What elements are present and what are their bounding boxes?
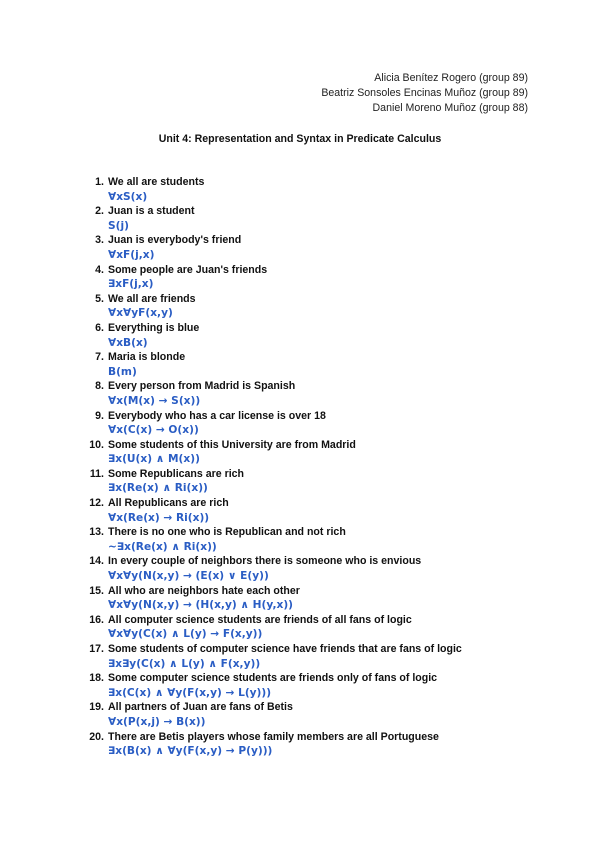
author-block [321,71,528,115]
exercise-number: 2. [95,205,104,218]
exercise-item [86,409,462,438]
exercise-formula: ∃x(U(x) ∧ M(x)) [108,453,200,466]
exercise-number: 6. [95,321,104,334]
exercise-formula: ~∃x(Re(x) ∧ Ri(x)) [108,540,217,553]
exercise-number: 12. [89,497,104,510]
exercise-formula: ∀x∀y(N(x,y) → (E(x) ∨ E(y)) [108,570,269,583]
exercise-item [86,613,462,642]
exercise-formula: ∀x(M(x) → S(x)) [108,394,201,407]
exercise-number: 15. [89,584,104,597]
exercise-formula: ∃x(B(x) ∧ ∀y(F(x,y) → P(y))) [108,745,273,758]
exercise-statement: All computer science students are friends of all fans of logic [108,613,412,626]
exercise-formula: B(m) [108,365,137,378]
exercise-item [86,584,462,613]
exercise-formula: ∀x∀y(N(x,y) → (H(x,y) ∧ H(y,x)) [108,599,294,612]
exercise-formula: ∀xS(x) [108,190,148,203]
exercise-number: 19. [89,701,104,714]
exercise-statement: Maria is blonde [108,351,186,364]
exercise-statement: Juan is a student [108,205,195,218]
exercise-number: 16. [89,613,104,626]
exercise-formula: ∀x∀yF(x,y) [108,307,173,320]
exercise-statement: In every couple of neighbors there is someone who is envious [108,555,422,568]
exercise-number: 10. [89,438,104,451]
exercise-item [86,204,462,233]
exercise-formula: ∀x(P(x,j) → B(x)) [108,715,206,728]
exercise-statement: Some people are Juan's friends [108,263,268,276]
exercise-item [86,496,462,525]
exercise-item [86,730,462,759]
exercise-statement: We all are friends [108,292,196,305]
exercise-statement: All Republicans are rich [108,497,229,510]
exercise-item [86,233,462,262]
exercise-formula: ∀xF(j,x) [108,248,155,261]
exercise-statement: Everything is blue [108,321,200,334]
author-line: Daniel Moreno Muñoz (group 88) [372,101,528,114]
exercise-number: 5. [95,292,104,305]
exercise-statement: All partners of Juan are fans of Betis [108,701,293,714]
exercise-number: 4. [95,263,104,276]
exercise-statement: Some computer science students are friends only of fans of logic [108,672,438,685]
exercise-formula: ∀x∀y(C(x) ∧ L(y) → F(x,y)) [108,628,263,641]
exercise-list [86,175,462,759]
exercise-item [86,379,462,408]
exercise-formula: ∀x(C(x) → O(x)) [108,424,199,437]
exercise-formula: ∃xF(j,x) [108,278,154,291]
exercise-item [86,438,462,467]
exercise-number: 14. [89,555,104,568]
exercise-statement: We all are students [108,176,205,188]
exercise-number: 20. [89,730,104,743]
exercise-formula: ∀x(Re(x) → Ri(x)) [108,511,210,524]
exercise-item [86,525,462,554]
author-line: Alicia Benítez Rogero (group 89) [374,72,528,84]
exercise-item [86,175,462,204]
exercise-number: 11. [89,467,104,480]
exercise-item [86,263,462,292]
exercise-item [86,467,462,496]
exercise-number: 8. [95,380,104,393]
exercise-item [86,292,462,321]
exercise-number: 17. [89,643,104,655]
exercise-item [86,554,462,583]
exercise-number: 7. [95,351,104,364]
exercise-item [86,671,462,700]
exercise-number: 18. [89,672,104,685]
exercise-statement: There are Betis players whose family members are all Portuguese [108,730,439,743]
exercise-item [86,350,462,379]
exercise-item [86,321,462,350]
exercise-number: 3. [95,234,104,247]
exercise-statement: Some Republicans are rich [108,467,245,480]
exercise-statement: All who are neighbors hate each other [108,584,300,597]
exercise-statement: Juan is everybody's friend [108,234,242,247]
exercise-statement: Some students of computer science have friends that are fans of logic [108,643,462,655]
exercise-statement: There is no one who is Republican and not rich [108,526,346,539]
exercise-formula: ∃x(C(x) ∧ ∀y(F(x,y) → L(y))) [108,686,272,699]
exercise-item [86,700,462,729]
exercise-number: 1. [95,176,104,188]
exercise-formula: ∃x(Re(x) ∧ Ri(x)) [108,482,208,495]
author-line: Beatriz Sonsoles Encinas Muñoz (group 89) [321,86,528,99]
document-title: Unit 4: Representation and Syntax in Predicate Calculus [158,133,442,145]
exercise-statement: Everybody who has a car license is over 18 [108,409,326,422]
exercise-number: 13. [89,526,104,539]
exercise-formula: ∀xB(x) [108,336,148,349]
exercise-statement: Every person from Madrid is Spanish [108,380,296,393]
exercise-item [86,642,462,671]
exercise-statement: Some students of this University are from Madrid [108,438,356,451]
exercise-number: 9. [95,409,104,422]
exercise-formula: ∃x∃y(C(x) ∧ L(y) ∧ F(x,y)) [108,657,261,670]
exercise-formula: S(j) [108,219,129,232]
